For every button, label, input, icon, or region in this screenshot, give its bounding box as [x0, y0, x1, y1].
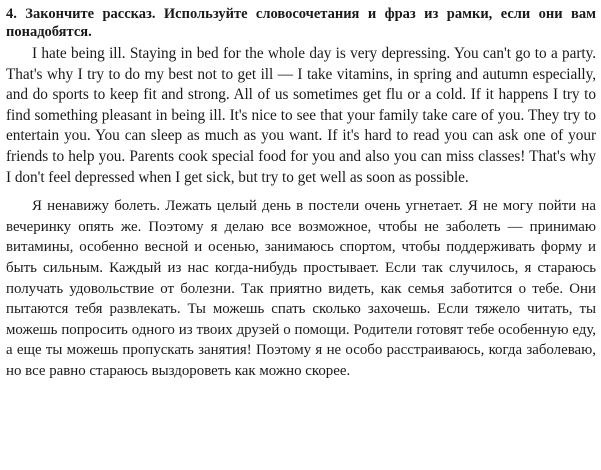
document-page: [6, 0, 596, 382]
english-paragraph: I hate being ill. Staying in bed for the whole day is very depressing. You can't go to a party. That's why I try to do my best not to get ill — I take vitamins, in spring and autumn especially, and do sports to keep fit and strong. All of us sometimes get flu or a cold. If it happens I try to find something pleasant in being ill. It's nice to see that your family take care of you. They try to entertain you. You can sleep as much as you want. If it's hard to read you can ask one of your friends to help you. Parents cook special food for you and also you can miss classes! That's why I don't feel depressed when I get sick, but try to get well as soon as possible.: [6, 45, 596, 186]
russian-paragraph: Я ненавижу болеть. Лежать целый день в постели очень угнетает. Я не могу пойти на вечеринку опять же. Поэтому я делаю все возможное, чтобы не заболеть — принимаю витамины, особенно весной и осенью, занимаюсь спортом, чтобы поддерживать форму и быть сильным. Каждый из нас когда-нибудь простывает. Если так случилось, я стараюсь получать удовольствие от болезни. Так приятно видеть, как семья заботится о тебе. Они пытаются тебя развлекать. Ты можешь спать сколько захочешь. Если тяжело читать, ты можешь попросить одного из твоих друзей о помощи. Родители готовят тебе особенную еду, а еще ты можешь пропускать занятия! Поэтому я не особо расстраиваюсь, когда заболеваю, но все равно стараюсь выздороветь как можно скорее.: [6, 198, 596, 379]
task-header: 4. Закончите рассказ. Используйте словосочетания и фраз из рамки, если они вам понадобятся.: [6, 6, 596, 40]
